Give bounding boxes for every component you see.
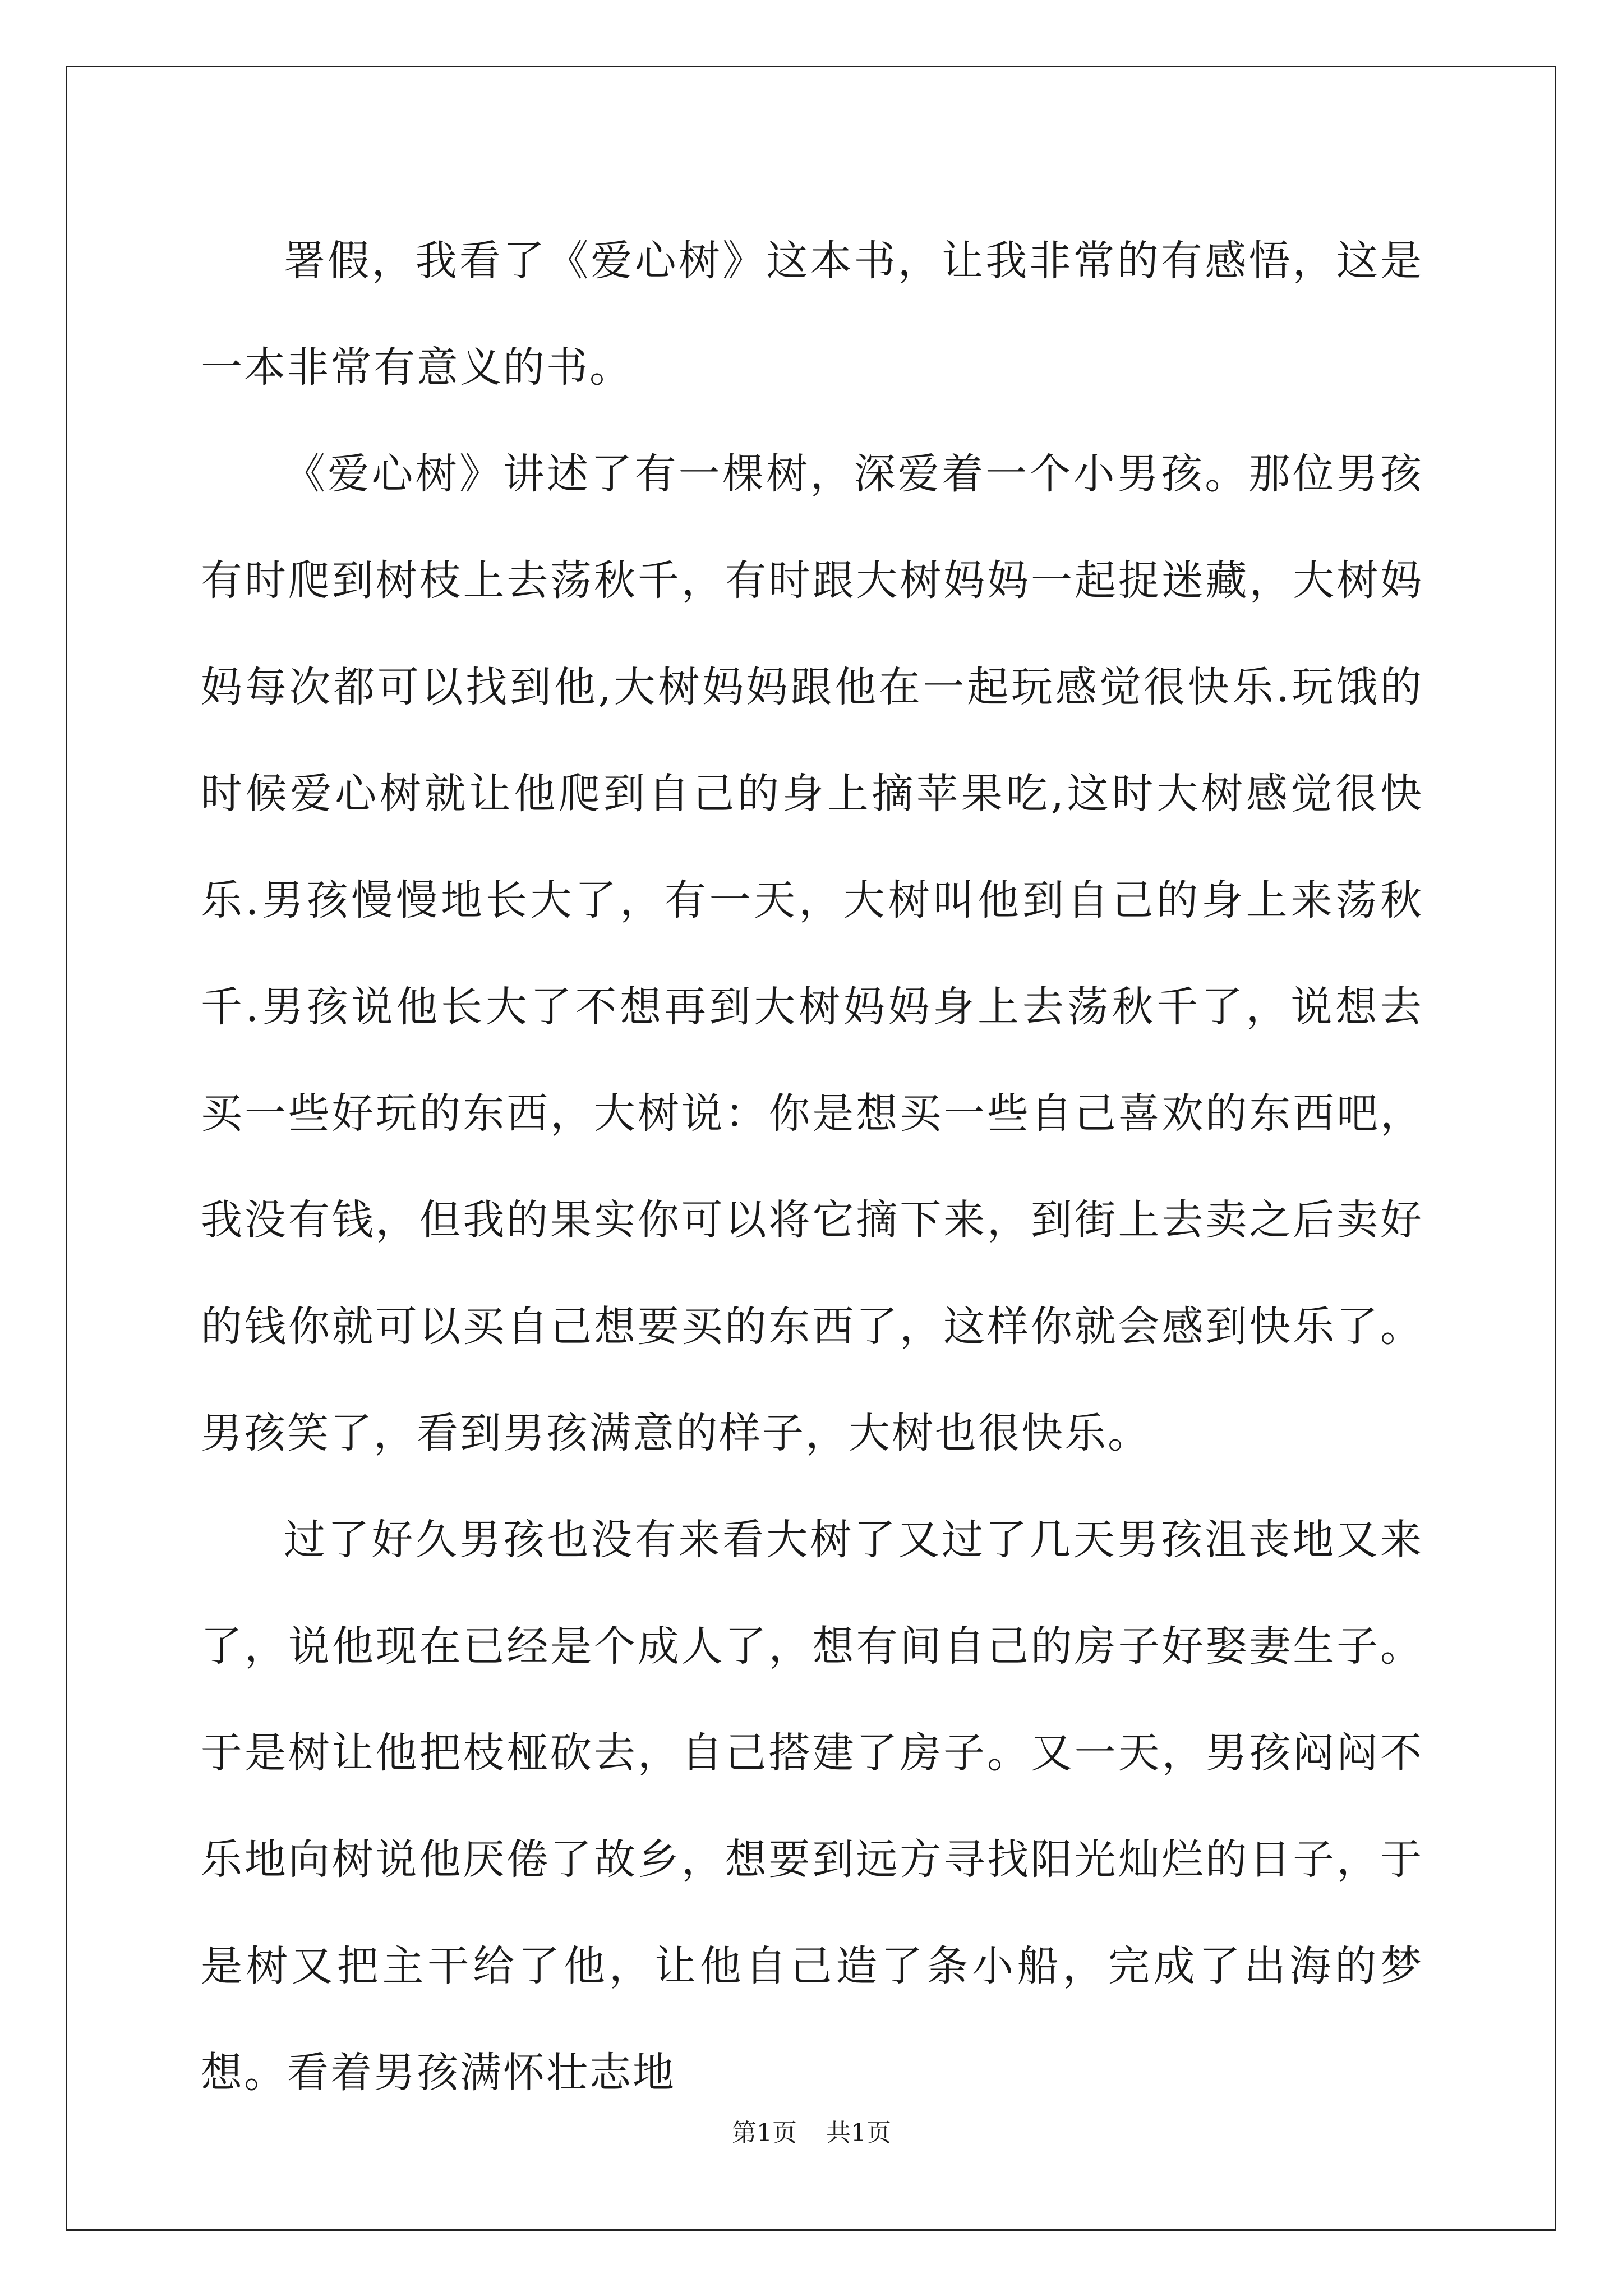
document-body [201, 208, 1423, 2126]
page-number: 第1页 [732, 2119, 797, 2147]
paragraph-3: 过了好久男孩也没有来看大树了又过了几天男孩沮丧地又来了，说他现在已经是个成人了，想有间自己的房子好娶妻生子。于是树让他把枝桠砍去，自己搭建了房子。又一天，男孩闷闷不乐地向树说他厌倦了故乡，想要到远方寻找阳光灿烂的日子，于是树又把主干给了他，让他自己造了条小船，完成了出海的梦想。看着男孩满怀壮志地 [201, 1516, 1423, 2097]
page-total: 共1页 [826, 2119, 891, 2147]
page-footer [0, 2116, 1623, 2150]
paragraph-2: 《爱心树》讲述了有一棵树，深爱着一个小男孩。那位男孩有时爬到树枝上去荡秋千，有时跟大树妈妈一起捉迷藏，大树妈妈每次都可以找到他,大树妈妈跟他在一起玩感觉很快乐.玩饿的时候爱心树就让他爬到自己的身上摘苹果吃,这时大树感觉很快乐.男孩慢慢地长大了，有一天，大树叫他到自己的身上来荡秋千.男孩说他长大了不想再到大树妈妈身上去荡秋千了，说想去买一些好玩的东西，大树说：你是想买一些自己喜欢的东西吧，我没有钱，但我的果实你可以将它摘下来，到街上去卖之后卖好的钱你就可以买自己想要买的东西了，这样你就会感到快乐了。男孩笑了，看到男孩满意的样子，大树也很快乐。 [201, 450, 1423, 1457]
paragraph-1: 署假，我看了《爱心树》这本书，让我非常的有感悟，这是一本非常有意义的书。 [201, 237, 1423, 392]
